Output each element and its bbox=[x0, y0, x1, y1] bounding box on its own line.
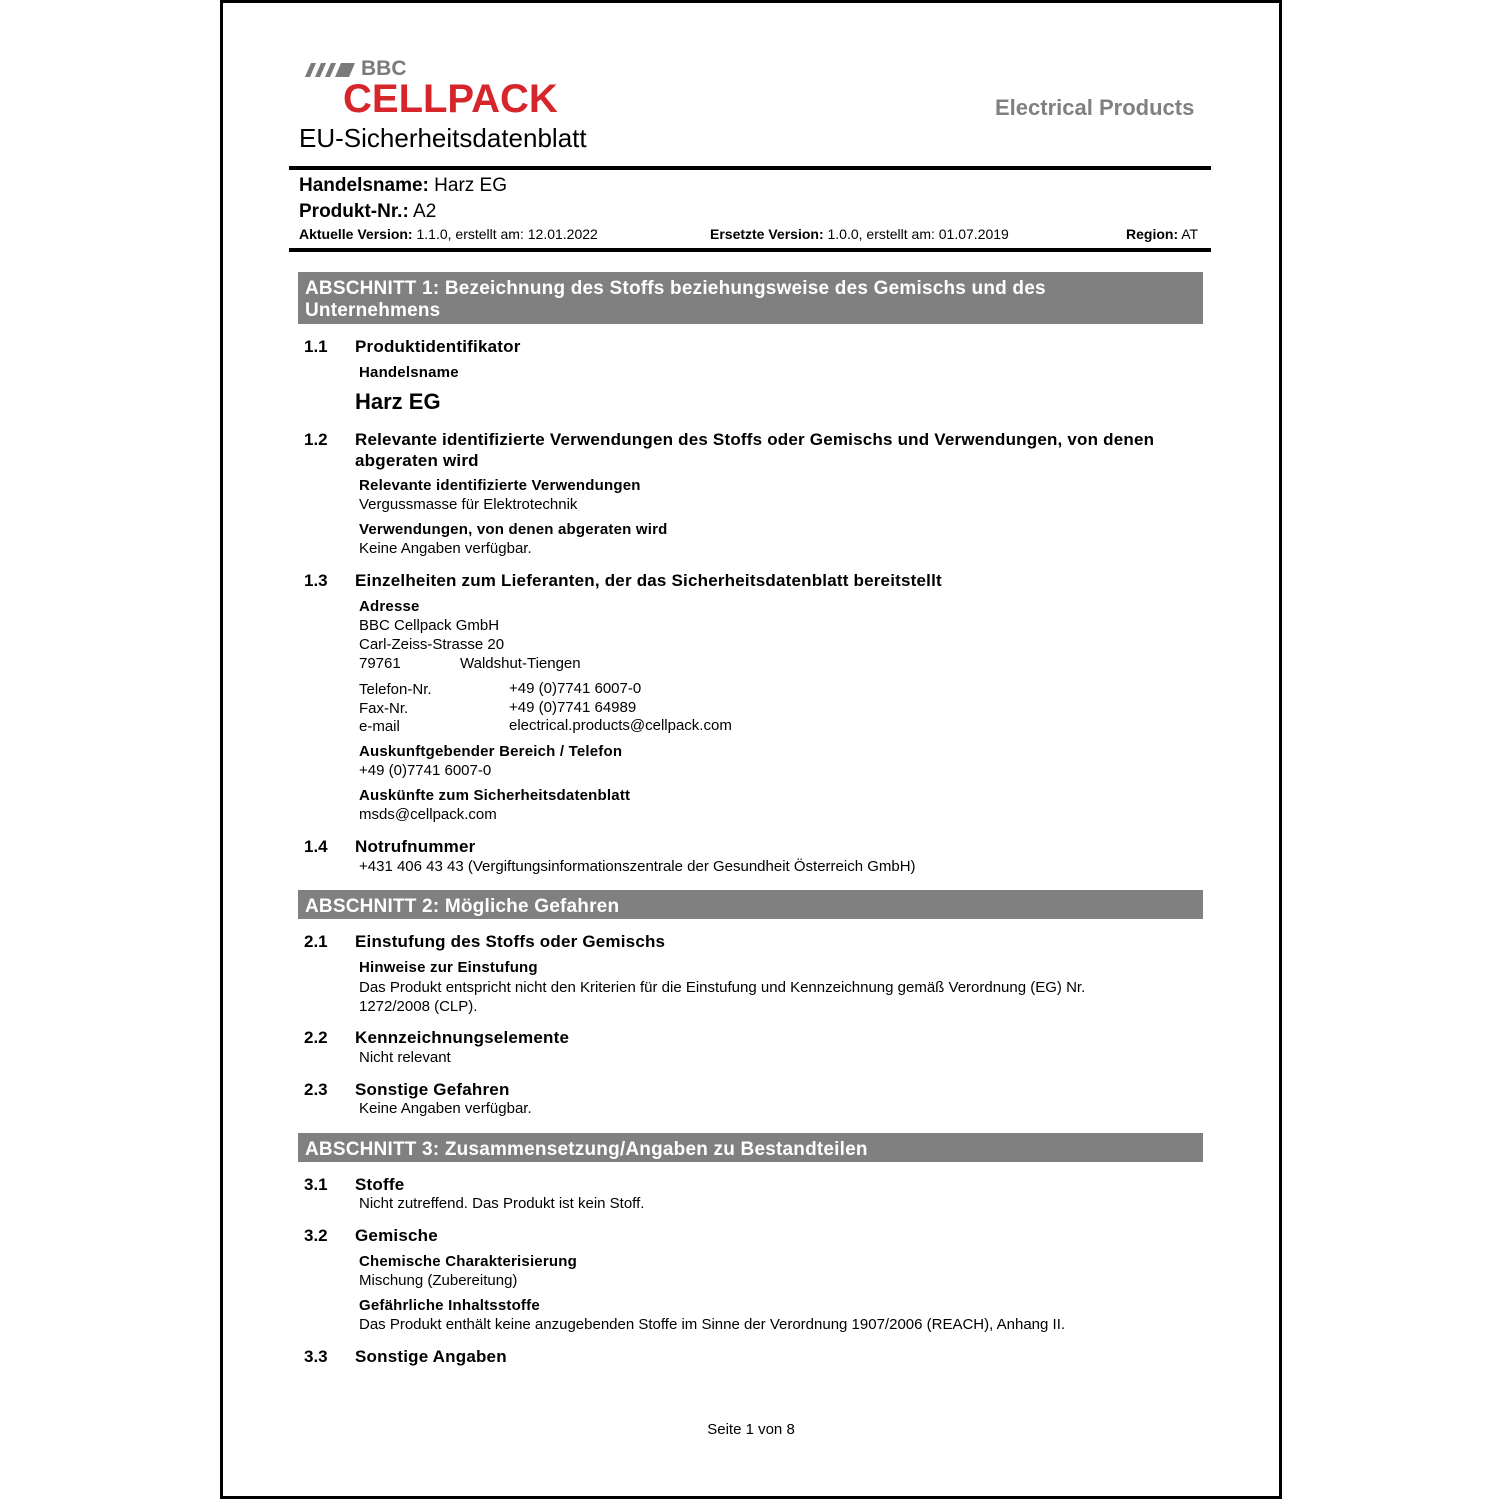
subsection-number: 3.3 bbox=[304, 1347, 328, 1366]
subsection-title: Kennzeichnungselemente bbox=[355, 1028, 570, 1047]
subsection-number: 2.1 bbox=[304, 932, 328, 951]
company-name: BBC Cellpack GmbH bbox=[359, 617, 500, 634]
subsection-title: Gemische bbox=[355, 1226, 438, 1245]
section-3-header bbox=[298, 1133, 1203, 1162]
product-rule bbox=[289, 248, 1211, 252]
subsection-title: Einstufung des Stoffs oder Gemischs bbox=[355, 932, 666, 951]
field-label: Gefährliche Inhaltsstoffe bbox=[359, 1297, 540, 1314]
section-2-title: ABSCHNITT 2: Mögliche Gefahren bbox=[305, 896, 620, 917]
section-1-title-line2: Unternehmens bbox=[305, 300, 441, 321]
product-no-label: Produkt-Nr.: bbox=[299, 201, 409, 222]
section-2-header bbox=[298, 890, 1203, 919]
address-label: Adresse bbox=[359, 598, 420, 615]
subsection-number: 1.4 bbox=[304, 837, 328, 856]
section-1-title-line1: ABSCHNITT 1: Bezeichnung des Stoffs beziehungsweise des Gemischs und des bbox=[305, 278, 1046, 299]
document-page bbox=[220, 0, 1282, 1499]
sds-email: msds@cellpack.com bbox=[359, 806, 497, 823]
header-rule bbox=[289, 166, 1211, 170]
replaced-version-value: 1.0.0, erstellt am: 01.07.2019 bbox=[827, 226, 1009, 242]
trade-name-value: Harz EG bbox=[434, 175, 508, 196]
replaced-version bbox=[710, 226, 1009, 242]
field-label: Hinweise zur Einstufung bbox=[359, 959, 538, 976]
subsection-title: Sonstige Angaben bbox=[355, 1347, 507, 1366]
trade-name-line bbox=[299, 175, 507, 197]
field-label: Auskünfte zum Sicherheitsdatenblatt bbox=[359, 787, 631, 804]
trade-name-label: Handelsname: bbox=[299, 175, 429, 196]
current-version-label: Aktuelle Version: bbox=[299, 226, 413, 242]
subsection-title: Produktidentifikator bbox=[355, 337, 521, 356]
page-number: Seite 1 von 8 bbox=[707, 1421, 795, 1438]
fax-value: +49 (0)7741 64989 bbox=[509, 699, 637, 716]
subsection-number: 2.2 bbox=[304, 1028, 328, 1047]
zip-code: 79761 bbox=[359, 655, 401, 672]
subsection-title: Notrufnummer bbox=[355, 837, 476, 856]
subsection-number: 1.2 bbox=[304, 430, 328, 449]
field-label: Verwendungen, von denen abgeraten wird bbox=[359, 521, 668, 538]
phone-label: Telefon-Nr. bbox=[359, 681, 432, 698]
subsection-title: Relevante identifizierte Verwendungen des Stoffs oder Gemischs und Verwendungen, von denen abgeraten wird bbox=[355, 430, 1155, 470]
document-title: EU-Sicherheitsdatenblatt bbox=[299, 123, 587, 153]
section-1-header bbox=[298, 272, 1203, 324]
field-value: Nicht relevant bbox=[359, 1049, 451, 1066]
street: Carl-Zeiss-Strasse 20 bbox=[359, 636, 505, 653]
replaced-version-label: Ersetzte Version: bbox=[710, 226, 824, 242]
current-version-value: 1.1.0, erstellt am: 12.01.2022 bbox=[416, 226, 598, 242]
email-label: e-mail bbox=[359, 718, 400, 735]
field-label: Auskunftgebender Bereich / Telefon bbox=[359, 743, 623, 760]
region-label: Region: bbox=[1126, 226, 1179, 242]
phone-value: +49 (0)7741 6007-0 bbox=[509, 680, 642, 697]
subsection-number: 3.2 bbox=[304, 1226, 328, 1245]
field-value: Keine Angaben verfügbar. bbox=[359, 1100, 532, 1117]
trade-name-large: Harz EG bbox=[355, 389, 441, 414]
product-no-line bbox=[299, 201, 436, 223]
region-value: AT bbox=[1181, 226, 1199, 242]
subsection-title: Sonstige Gefahren bbox=[355, 1080, 510, 1099]
field-value: Das Produkt enthält keine anzugebenden Stoffe im Sinne der Verordnung 1907/2006 (REACH), Anhang II. bbox=[359, 1316, 1066, 1333]
field-label: Chemische Charakterisierung bbox=[359, 1253, 577, 1270]
emergency-number: +431 406 43 43 (Vergiftungsinformationszentrale der Gesundheit Österreich GmbH) bbox=[359, 858, 916, 875]
logo-cellpack-text: CELLPACK bbox=[343, 77, 558, 121]
current-version bbox=[299, 226, 598, 242]
field-value: Nicht zutreffend. Das Produkt ist kein Stoff. bbox=[359, 1195, 645, 1212]
fax-label: Fax-Nr. bbox=[359, 700, 409, 717]
division-label: Electrical Products bbox=[995, 95, 1195, 120]
subsection-number: 1.1 bbox=[304, 337, 328, 356]
logo-bbc-text: BBC bbox=[361, 57, 407, 80]
field-value: Mischung (Zubereitung) bbox=[359, 1272, 518, 1289]
section-3-title: ABSCHNITT 3: Zusammensetzung/Angaben zu Bestandteilen bbox=[305, 1139, 868, 1160]
city: Waldshut-Tiengen bbox=[460, 655, 581, 672]
product-no-value: A2 bbox=[413, 201, 437, 222]
field-value: Das Produkt entspricht nicht den Kriterien für die Einstufung und Kennzeichnung gemäß Verordnung (EG) Nr. bbox=[359, 979, 1086, 996]
subsection-title: Stoffe bbox=[355, 1175, 405, 1194]
subsection-number: 1.3 bbox=[304, 571, 328, 590]
field-value: +49 (0)7741 6007-0 bbox=[359, 762, 492, 779]
field-value: Vergussmasse für Elektrotechnik bbox=[359, 496, 578, 513]
field-label: Handelsname bbox=[359, 364, 459, 381]
subsection-number: 3.1 bbox=[304, 1175, 328, 1194]
subsection-title: Einzelheiten zum Lieferanten, der das Sicherheitsdatenblatt bereitstellt bbox=[355, 571, 942, 590]
email-value: electrical.products@cellpack.com bbox=[509, 717, 732, 734]
subsection-number: 2.3 bbox=[304, 1080, 328, 1099]
region bbox=[1126, 226, 1198, 242]
field-value: 1272/2008 (CLP). bbox=[359, 998, 478, 1015]
field-label: Relevante identifizierte Verwendungen bbox=[359, 477, 641, 494]
field-value: Keine Angaben verfügbar. bbox=[359, 540, 532, 557]
